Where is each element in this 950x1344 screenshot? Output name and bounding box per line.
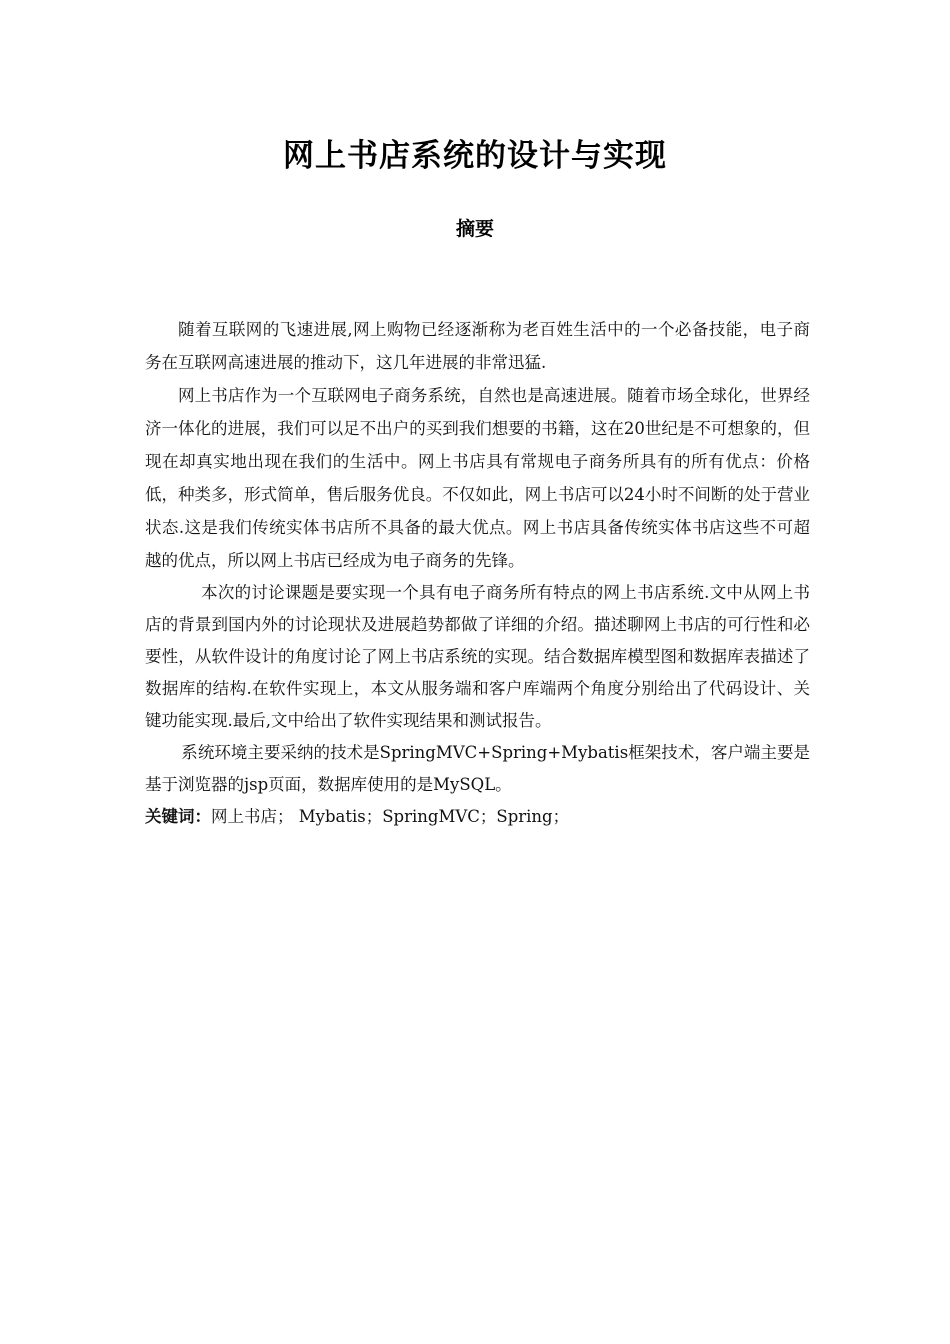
abstract-paragraph: 本次的讨论课题是要实现一个具有电子商务所有特点的网上书店系统.文中从网上书店的背景到国内外的讨论现状及进展趋势都做了详细的介绍。描述聊网上书店的可行性和必要性，从软件设计的角度讨论了网上书店系统的实现。结合数据库模型图和数据库表描述了数据库的结构.在软件实现上，本文从服务端和客户库端两个角度分别给出了代码设计、关键功能实现.最后,文中给出了软件实现结果和测试报告。 [145,583,810,730]
document-title: 网上书店系统的设计与实现 [283,138,667,174]
abstract-paragraph: 系统环境主要采纳的技术是SpringMVC+Spring+Mybatis框架技术，客户端主要是基于浏览器的jsp页面，数据库使用的是MySQL。 [145,743,810,794]
keywords-label: 关键词： [145,807,211,826]
keywords-text: 网上书店； Mybatis；SpringMVC；Spring； [211,807,570,826]
abstract-heading: 摘要 [455,218,494,240]
abstract-body [145,313,810,833]
abstract-paragraph: 网上书店作为一个互联网电子商务系统，自然也是高速进展。随着市场全球化，世界经济一体化的进展，我们可以足不出户的买到我们想要的书籍，这在20世纪是不可想象的，但现在却真实地出现在我们的生活中。网上书店具有常规电子商务所具有的所有优点：价格低，种类多，形式简单，售后服务优良。不仅如此，网上书店可以24小时不间断的处于营业状态.这是我们传统实体书店所不具备的最大优点。网上书店具备传统实体书店这些不可超越的优点，所以网上书店已经成为电子商务的先锋。 [145,386,810,570]
keywords-line [145,801,810,833]
abstract-paragraph: 随着互联网的飞速进展,网上购物已经逐渐称为老百姓生活中的一个必备技能，电子商务在互联网高速进展的推动下，这几年进展的非常迅猛. [145,320,810,372]
